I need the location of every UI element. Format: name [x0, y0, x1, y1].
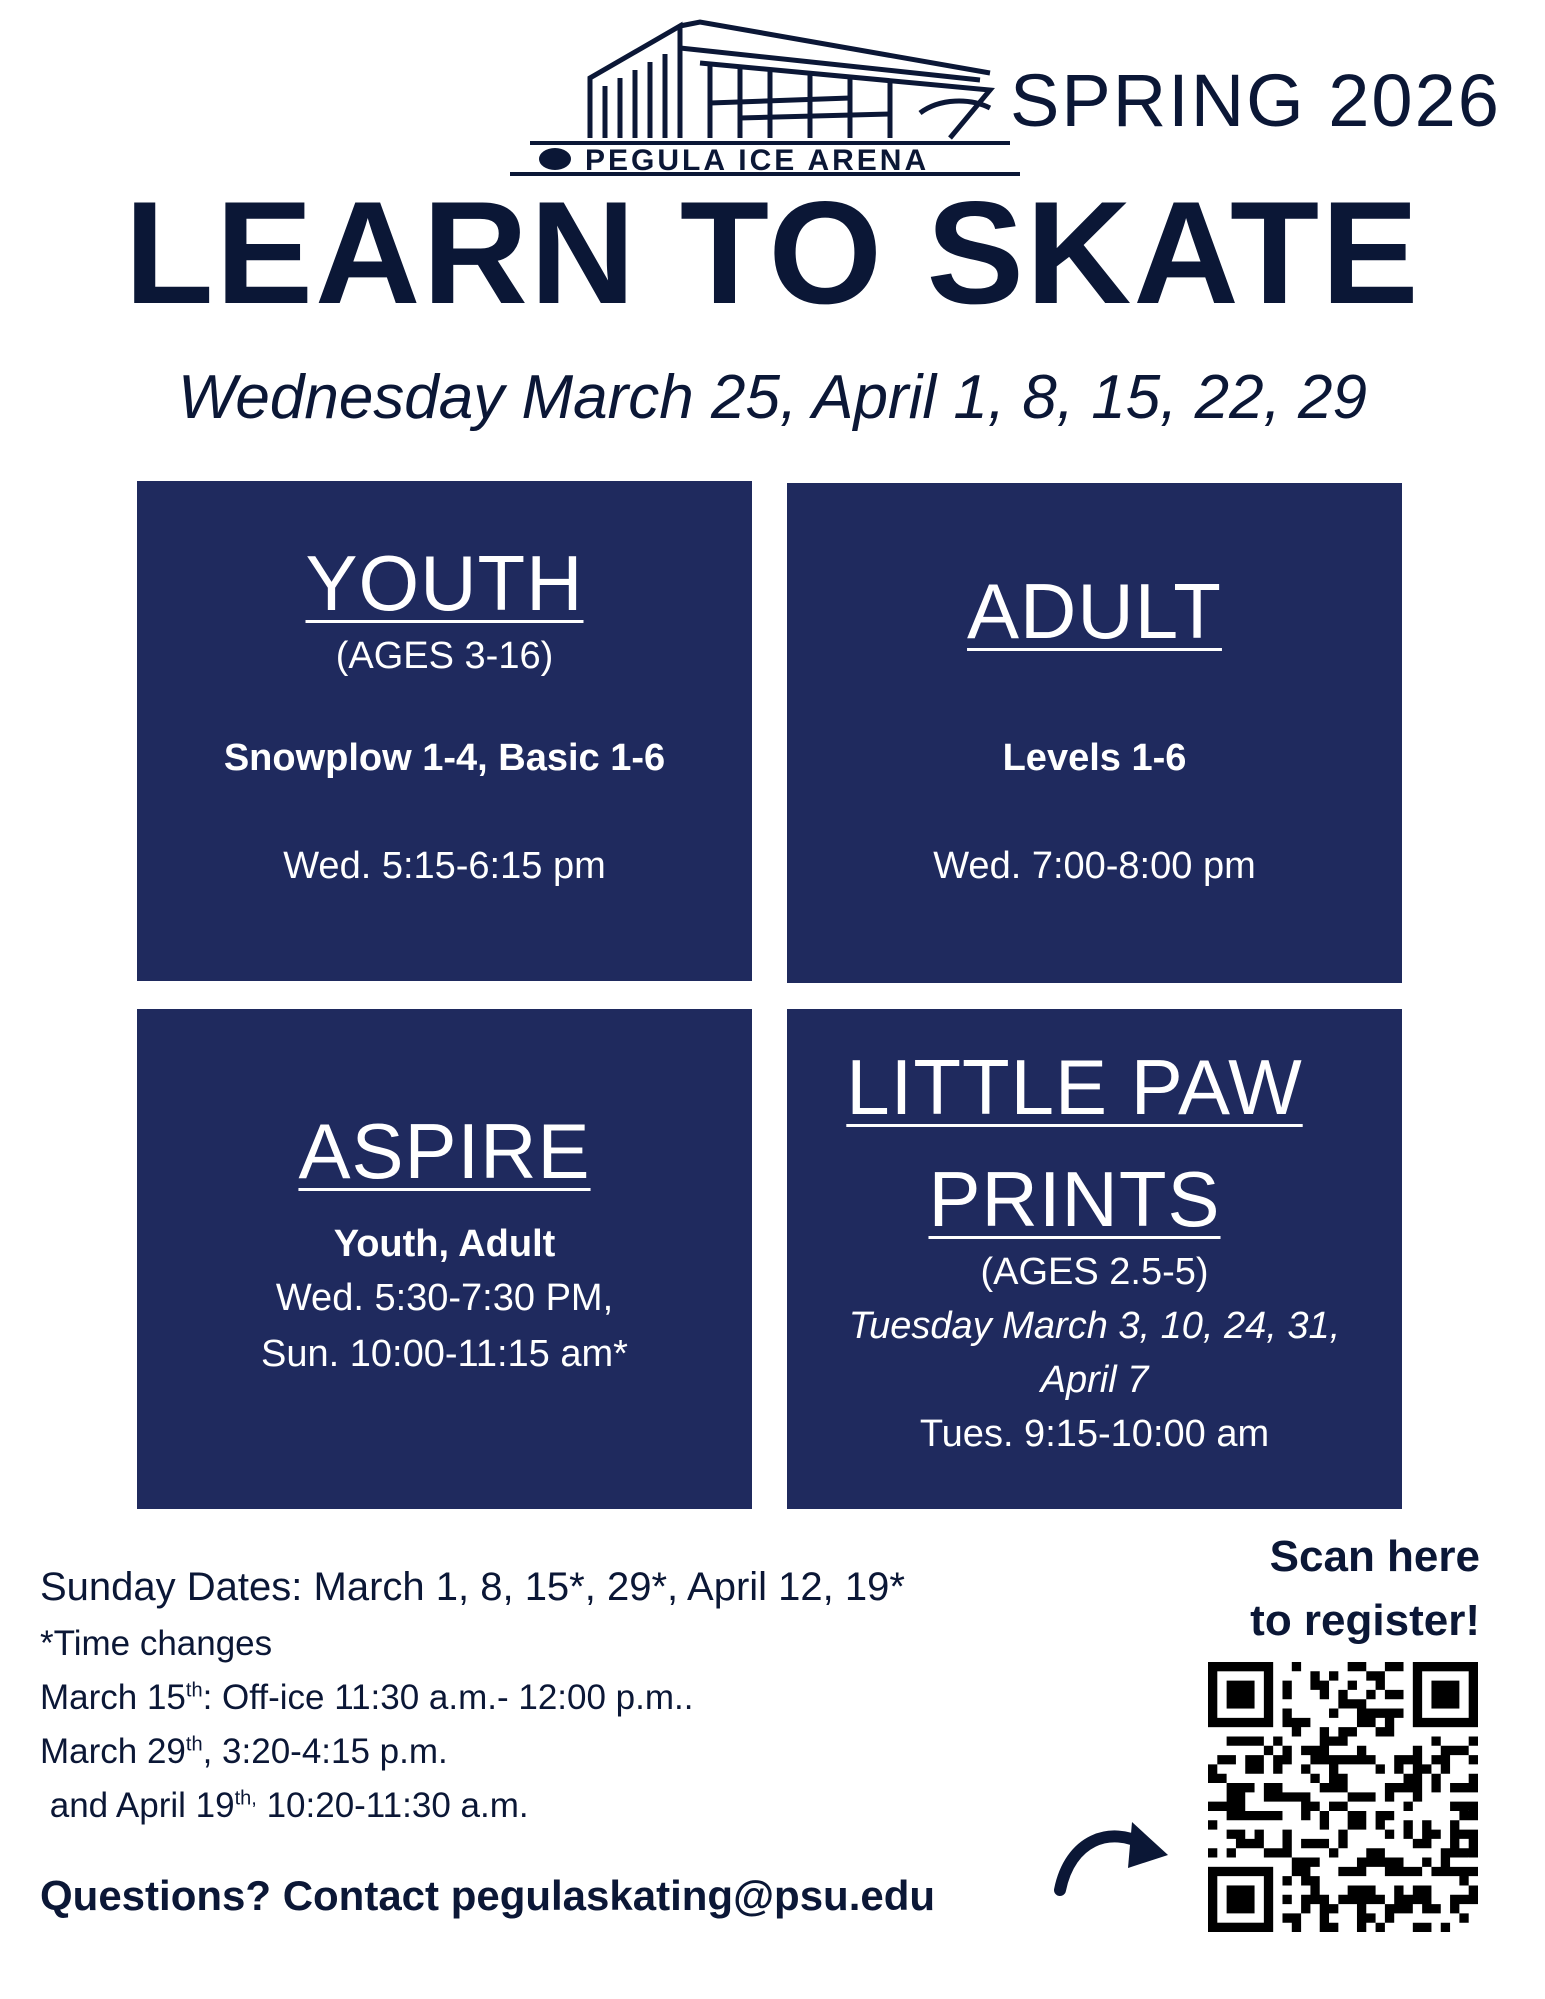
- scan-line2: to register!: [1250, 1595, 1480, 1645]
- aspire-heading: ASPIRE: [298, 1107, 591, 1195]
- time-changes-label: *Time changes: [40, 1624, 273, 1663]
- logo-text: PEGULA ICE ARENA: [585, 144, 930, 176]
- session-dates: Wednesday March 25, April 1, 8, 15, 22, 29: [177, 363, 1368, 432]
- adult-heading: ADULT: [967, 567, 1222, 655]
- aspire-time-sun: Sun. 10:00-11:15 am*: [261, 1333, 628, 1375]
- sunday-dates: Sunday Dates: March 1, 8, 15*, 29*, April 12, 19*: [40, 1565, 905, 1609]
- aspire-levels: Youth, Adult: [333, 1223, 556, 1265]
- aspire-time-wed: Wed. 5:30-7:30 PM,: [275, 1277, 614, 1319]
- note-march-15: March 15th: Off-ice 11:30 a.m.- 12:00 p.m..: [40, 1678, 694, 1717]
- contact-line: Questions? Contact pegulaskating@psu.edu: [40, 1872, 936, 1919]
- aspire-card: [137, 1009, 752, 1509]
- paw-ages: (AGES 2.5-5): [980, 1251, 1209, 1293]
- pegula-ice-arena-logo: [510, 18, 1030, 176]
- season-label: SPRING 2026: [1010, 59, 1501, 142]
- note-march-29: March 29th, 3:20-4:15 p.m.: [40, 1732, 448, 1771]
- registration-qr-code[interactable]: [1208, 1662, 1478, 1932]
- scan-to-register: [1190, 1525, 1480, 1653]
- curved-arrow-icon: [1050, 1800, 1170, 1900]
- little-paw-prints-card: [787, 1009, 1402, 1509]
- youth-ages: (AGES 3-16): [335, 635, 554, 677]
- scan-line1: Scan here: [1269, 1532, 1480, 1581]
- youth-heading: YOUTH: [305, 539, 584, 627]
- note-april-19: and April $19^{th,}$ 10:20-11:30 a.m.: [40, 1786, 529, 1825]
- paw-time: Tues. 9:15-10:00 am: [919, 1413, 1270, 1455]
- youth-card: [137, 481, 752, 981]
- youth-time: Wed. 5:15-6:15 pm: [283, 845, 606, 887]
- adult-levels: Levels 1-6: [1002, 737, 1187, 779]
- paw-heading-line1: LITTLE PAW: [846, 1043, 1303, 1131]
- paw-dates-line1: Tuesday March 3, 10, 24, 31,: [848, 1305, 1341, 1347]
- paw-heading-line2: PRINTS: [928, 1155, 1221, 1243]
- schedule-notes: [40, 1565, 1020, 1826]
- paw-dates-line2: April 7: [1040, 1359, 1149, 1401]
- adult-card: [787, 483, 1402, 983]
- adult-time: Wed. 7:00-8:00 pm: [933, 845, 1256, 887]
- page-title: LEARN TO SKATE: [124, 171, 1421, 334]
- youth-levels: Snowplow 1-4, Basic 1-6: [223, 737, 666, 779]
